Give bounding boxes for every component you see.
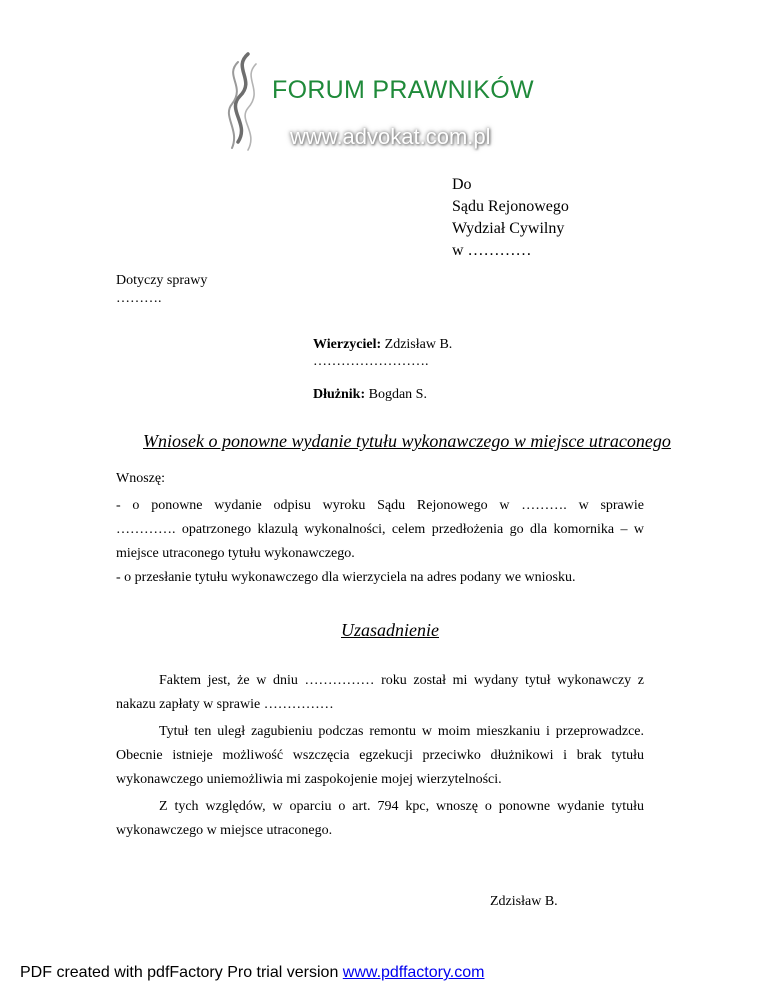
footer-text: PDF created with pdfFactory Pro trial version bbox=[20, 964, 343, 981]
request-item-1-line-1: - o ponowne wydanie odpisu wyroku Sądu Rejonowego w ………. w sprawie bbox=[116, 498, 644, 513]
debtor-label: Dłużnik: bbox=[313, 387, 366, 402]
justification-heading: Uzasadnienie bbox=[341, 620, 439, 640]
signature: Zdzisław B. bbox=[490, 894, 558, 909]
pdf-footer bbox=[20, 964, 484, 982]
creditor-name: Zdzisław B. bbox=[384, 337, 453, 352]
document-title: Wniosek o ponowne wydanie tytułu wykonawczego w miejsce utraconego bbox=[143, 431, 671, 451]
case-label: Dotyczy sprawy bbox=[116, 273, 208, 288]
debtor-line bbox=[313, 386, 427, 404]
swirl-logo-icon bbox=[210, 50, 280, 160]
request-item-1-line-3: miejsce utraconego tytułu wykonawczego. bbox=[116, 546, 355, 561]
justification-p2-line-1: Tytuł ten uległ zagubieniu podczas remontu w moim mieszkaniu i przeprowadzce. bbox=[159, 724, 644, 739]
logo-title: FORUM PRAWNIKÓW bbox=[272, 76, 534, 104]
creditor-dots: ……………………. bbox=[313, 354, 429, 369]
creditor-label: Wierzyciel: bbox=[313, 337, 382, 352]
justification-p1-line-2: nakazu zapłaty w sprawie …………… bbox=[116, 697, 334, 712]
recipient-line-1: Do bbox=[452, 176, 472, 193]
request-item-2: - o przesłanie tytułu wykonawczego dla wierzyciela na adres podany we wniosku. bbox=[116, 570, 576, 585]
logo-url: www.advokat.com.pl bbox=[290, 124, 491, 149]
footer-link[interactable]: www.pdffactory.com bbox=[342, 964, 485, 981]
case-dots: ………. bbox=[116, 291, 162, 306]
creditor-line bbox=[313, 336, 452, 354]
justification-p2-line-3: wykonawczego uniemożliwia mi zaspokojenie mojej wierzytelności. bbox=[116, 772, 502, 787]
request-item-1-line-2: …………. opatrzonego klazulą wykonalności, celem przedłożenia go dla komornika – w bbox=[116, 522, 644, 537]
justification-p3-line-1: Z tych względów, w oparciu o art. 794 kpc, wnoszę o ponowne wydanie tytułu bbox=[159, 799, 644, 814]
recipient-line-3: Wydział Cywilny bbox=[452, 220, 565, 237]
justification-p2-line-2: Obecnie istnieje możliwość wszczęcia egzekucji przeciwko dłużnikowi i brak tytułu bbox=[116, 748, 644, 763]
recipient-line-4: w ………… bbox=[452, 242, 532, 259]
justification-p3-line-2: wykonawczego w miejsce utraconego. bbox=[116, 823, 333, 838]
justification-p1-line-1: Faktem jest, że w dniu …………… roku został mi wydany tytuł wykonawczy z bbox=[159, 673, 644, 688]
recipient-line-2: Sądu Rejonowego bbox=[452, 198, 569, 215]
request-intro: Wnoszę: bbox=[116, 471, 165, 486]
debtor-name: Bogdan S. bbox=[368, 387, 427, 402]
